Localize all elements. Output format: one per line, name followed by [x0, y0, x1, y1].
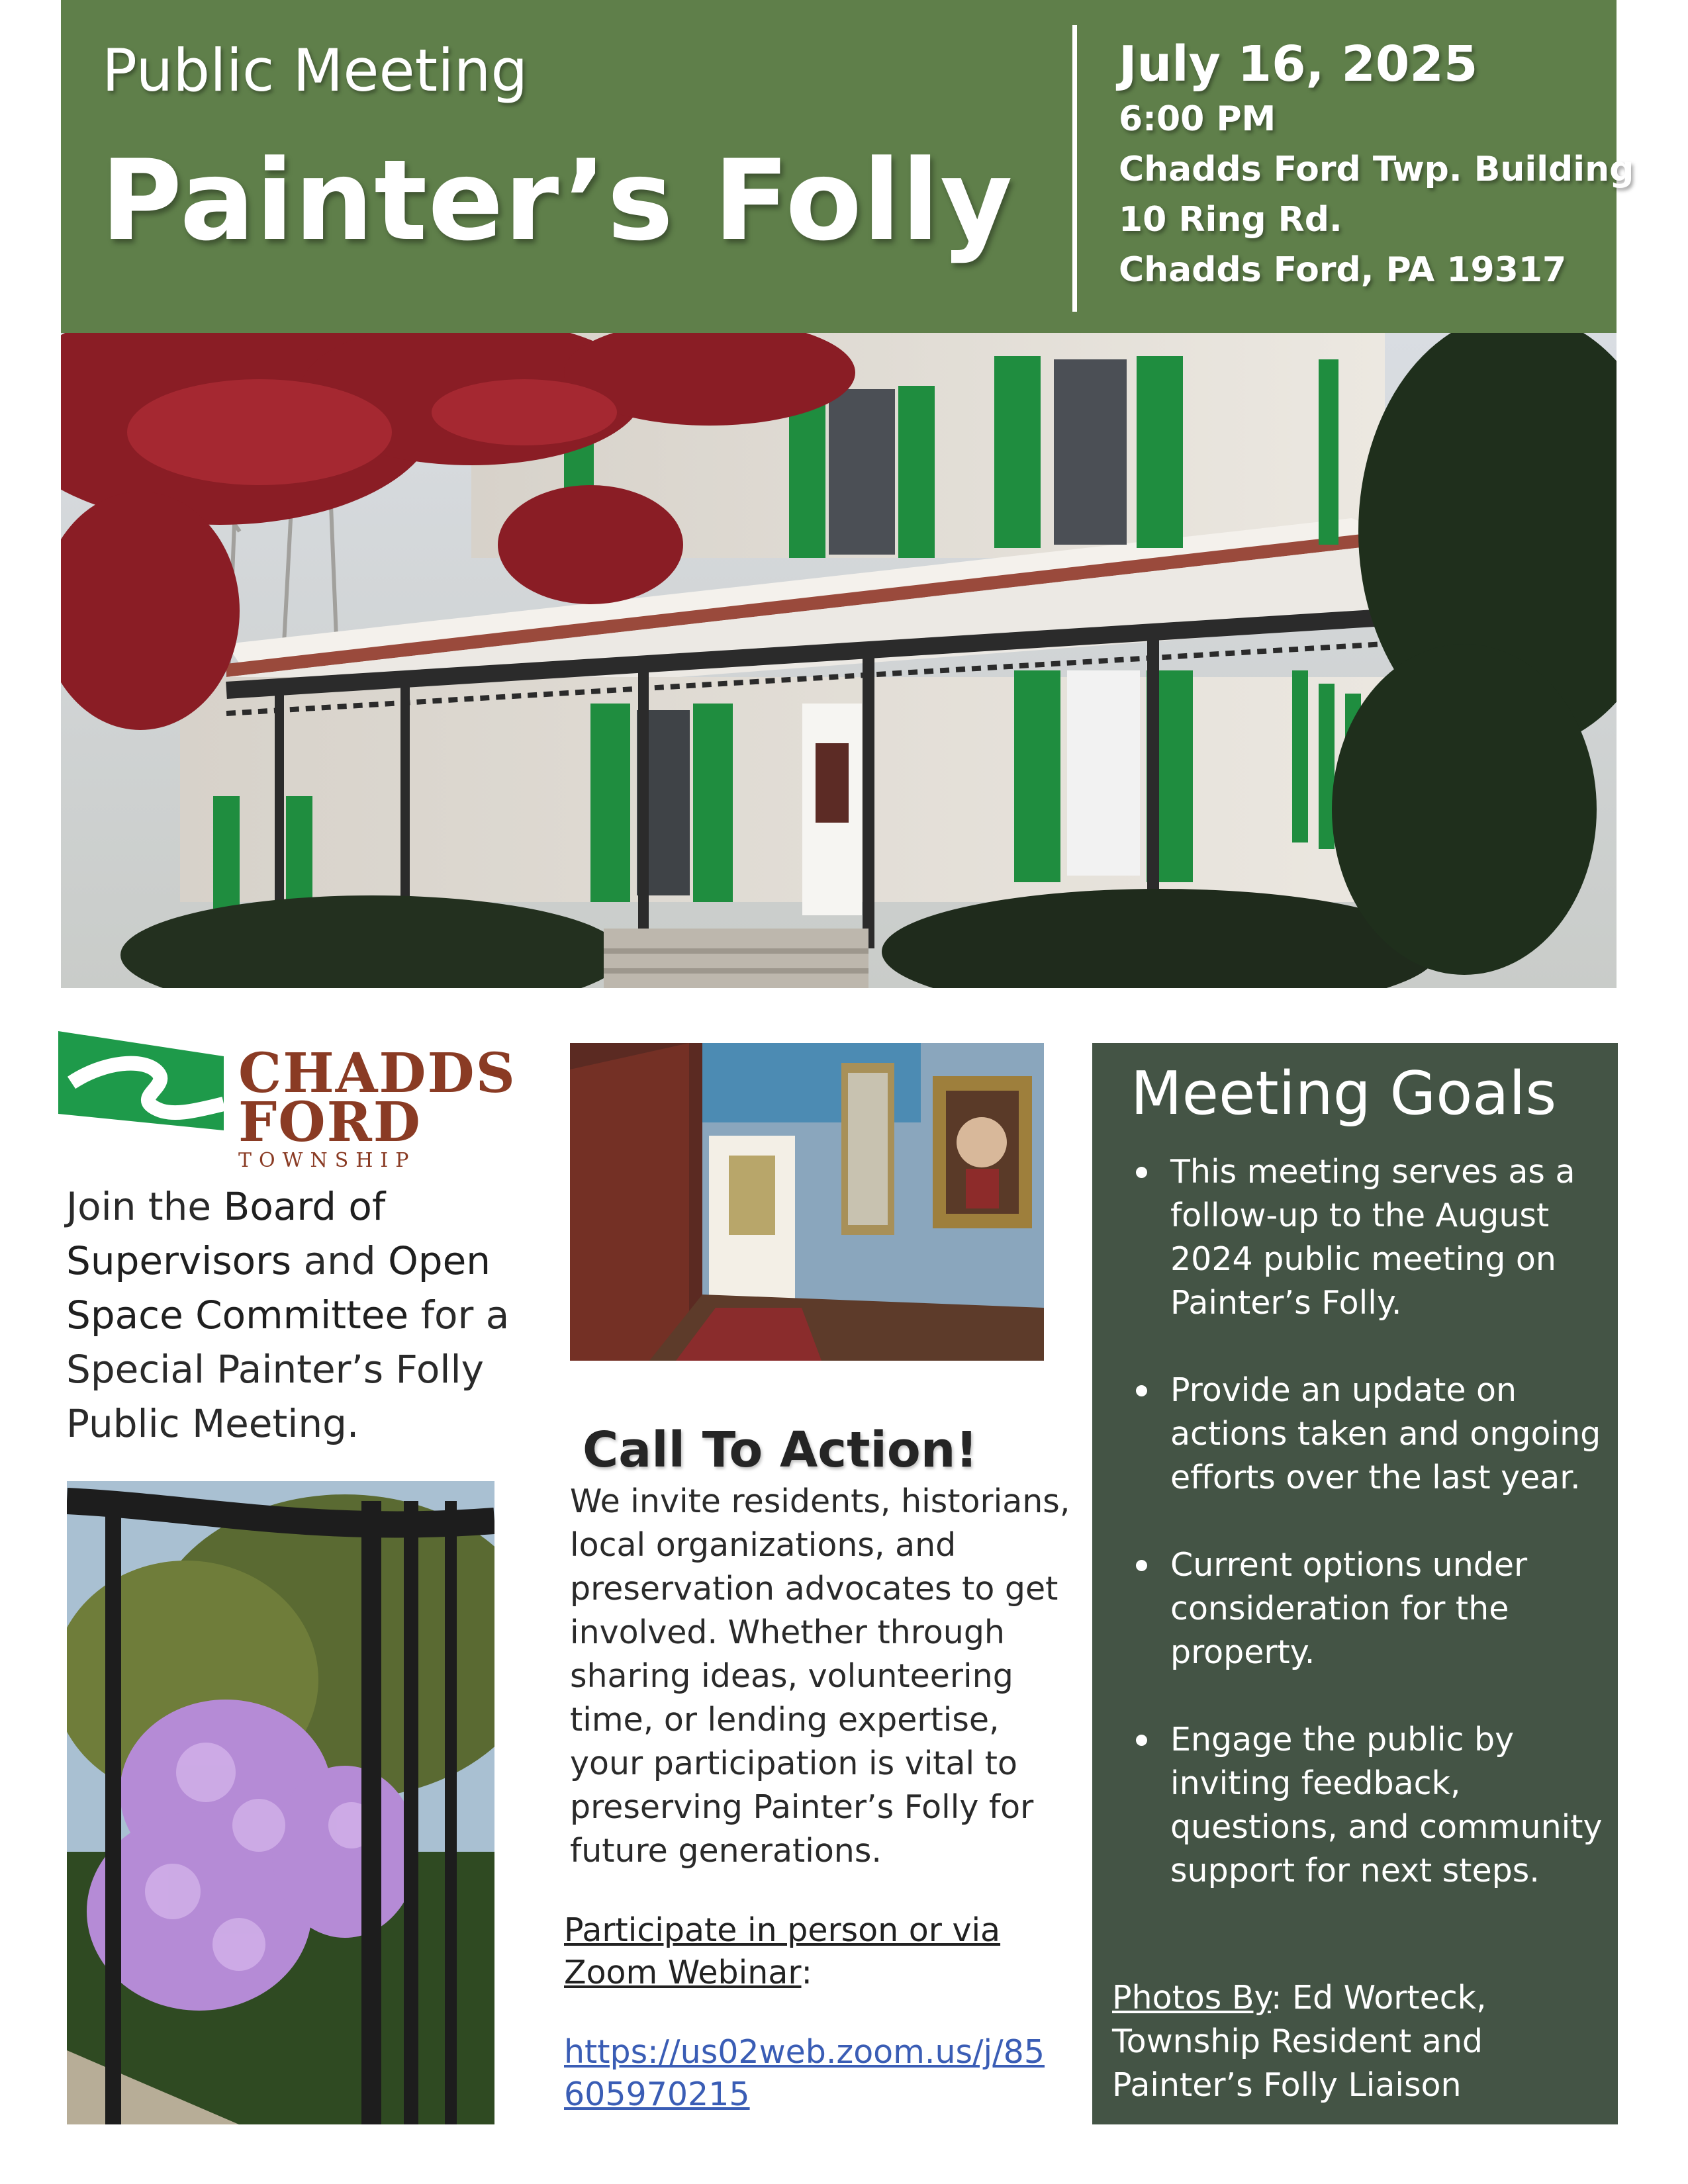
participate-colon: :: [801, 1954, 813, 1991]
zoom-webinar-link[interactable]: https://us02web.zoom.us/j/85605970215: [564, 2033, 1045, 2113]
rhododendron-photo: [67, 1481, 494, 2124]
goal-item: Provide an update on actions taken and ongoing efforts over the last year.: [1132, 1369, 1609, 1500]
house-photo: [61, 333, 1617, 988]
logo-line-3: TOWNSHIP: [238, 1149, 416, 1172]
event-time: 6:00 PM: [1119, 99, 1276, 139]
hallway-photo: [570, 1043, 1044, 1361]
logo-line-2: FORD: [238, 1091, 422, 1154]
goal-item: Engage the public by inviting feedback, questions, and community support for next steps.: [1132, 1718, 1609, 1893]
cta-heading: Call To Action!: [583, 1422, 978, 1479]
intro-text-1: Join the: [66, 1184, 224, 1229]
photo-credit-label: Photos By: [1112, 1979, 1271, 2017]
intro-text-2: and: [291, 1238, 389, 1283]
intro-board: Board of Supervisors: [66, 1184, 386, 1283]
goals-list: [1132, 1150, 1609, 1936]
participate-label: [564, 1909, 1054, 1994]
intro-paragraph: [66, 1179, 530, 1451]
photo-credit-text: : Ed Worteck, Township Resident and Painter’s Folly Liaison: [1112, 1979, 1487, 2104]
participate-text: Participate in person or via Zoom Webinar: [564, 1911, 1001, 1991]
eyebrow-text: Public Meeting: [102, 36, 528, 105]
event-city: Chadds Ford, PA 19317: [1119, 250, 1567, 290]
event-street: 10 Ring Rd.: [1119, 200, 1342, 240]
cta-body: We invite residents, historians, local organizations, and preservation advocates to get involved. Whether through sharing ideas, volunteering time, or lending expertise, your participation is vital to preserving Painter’s Folly for future generations.: [570, 1482, 1070, 1870]
intro-text-3: for a Special Painter’s Folly Public Meeting.: [66, 1293, 510, 1446]
photo-credit: [1112, 1976, 1602, 2107]
goal-item: Current options under consideration for the property.: [1132, 1543, 1609, 1674]
goal-item: This meeting serves as a follow-up to the August 2024 public meeting on Painter’s Folly.: [1132, 1150, 1609, 1325]
logo-line-1: CHADDS: [238, 1042, 516, 1105]
page-title: Painter’s Folly: [101, 136, 1013, 265]
goals-heading: Meeting Goals: [1131, 1059, 1557, 1128]
meeting-goals-panel: [1092, 1043, 1618, 2124]
intro-committee: Open Space Committee: [66, 1238, 491, 1338]
chadds-ford-logo: [58, 1024, 516, 1172]
event-venue: Chadds Ford Twp. Building: [1119, 150, 1634, 189]
logo-mark-icon: [58, 1031, 230, 1130]
event-details: [1119, 34, 1634, 295]
header-divider: [1072, 25, 1077, 312]
header-banner: [61, 0, 1634, 333]
event-date: July 16, 2025: [1119, 36, 1478, 93]
